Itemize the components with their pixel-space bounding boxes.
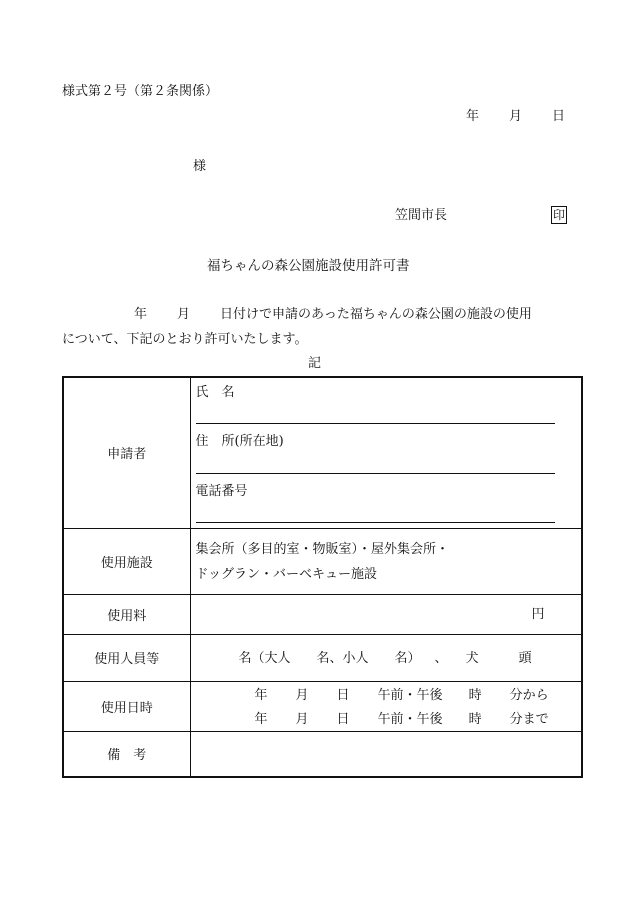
from-month: 月 xyxy=(295,687,309,703)
fee-label-cell xyxy=(63,594,190,634)
datetime-to-line xyxy=(255,713,549,726)
people-tou: 頭 xyxy=(518,650,532,666)
people-dog: 犬 xyxy=(465,650,479,666)
datetime-label-cell xyxy=(63,681,190,731)
to-hour: 時 xyxy=(468,711,482,727)
phone-underline xyxy=(196,522,555,523)
row-remarks xyxy=(63,731,582,777)
from-ampm: 午前・午後 xyxy=(377,687,443,703)
fee-label: 使用料 xyxy=(107,608,147,624)
to-suffix: 分まで xyxy=(509,711,549,727)
people-adult-mei: 名、小人 xyxy=(316,650,369,666)
people-mei: 名（大人 xyxy=(238,650,291,666)
people-label-cell xyxy=(63,634,190,681)
facility-value-cell xyxy=(190,528,582,594)
intro-year: 年 xyxy=(134,307,148,322)
people-sep: 、 xyxy=(434,650,448,666)
remarks-value-cell xyxy=(190,731,582,777)
intro-line1-rest: 日付けで申請のあった福ちゃんの森公園の施設の使用 xyxy=(220,307,532,322)
date-line xyxy=(466,110,565,123)
to-ampm: 午前・午後 xyxy=(377,711,443,727)
applicant-name-label: 氏 名 xyxy=(195,385,235,400)
row-facility xyxy=(63,528,582,594)
remarks-label: 備 考 xyxy=(107,748,147,764)
datetime-label: 使用日時 xyxy=(100,700,153,716)
from-suffix: 分から xyxy=(509,687,549,703)
recipient-suffix: 様 xyxy=(193,159,207,174)
applicant-phone-label: 電話番号 xyxy=(195,484,248,499)
from-year: 年 xyxy=(254,687,268,703)
row-people xyxy=(63,634,582,681)
applicant-value-cell xyxy=(190,377,582,528)
remarks-label-cell xyxy=(63,731,190,777)
ki-heading: 記 xyxy=(308,356,322,371)
from-day: 日 xyxy=(336,687,350,703)
facility-label-cell xyxy=(63,528,190,594)
permit-table xyxy=(62,376,583,778)
form-number: 様式第２号（第２条関係） xyxy=(62,84,219,99)
intro-line-1 xyxy=(134,308,532,321)
to-year: 年 xyxy=(254,711,268,727)
intro-line-2: について、下記のとおり許可いたします。 xyxy=(62,332,308,347)
intro-month: 月 xyxy=(177,307,191,322)
address-underline xyxy=(196,473,555,474)
date-year: 年 xyxy=(466,109,480,124)
row-fee xyxy=(63,594,582,634)
people-child-mei: 名） xyxy=(394,650,421,666)
name-underline xyxy=(196,423,555,424)
fee-value-cell xyxy=(190,594,582,634)
datetime-from-line xyxy=(255,689,549,702)
date-day: 日 xyxy=(552,109,566,124)
applicant-address-label: 住 所(所在地) xyxy=(195,434,284,449)
people-line xyxy=(239,652,532,665)
facility-line-1: 集会所（多目的室・物販室）・屋外集会所・ xyxy=(195,541,450,557)
datetime-value-cell xyxy=(190,681,582,731)
facility-line-2: ドッグラン・バーベキュー施設 xyxy=(195,566,377,582)
issuer: 笠間市長 xyxy=(395,208,448,223)
row-datetime xyxy=(63,681,582,731)
applicant-label-cell xyxy=(63,377,190,528)
seal-icon: 印 xyxy=(552,208,565,222)
to-day: 日 xyxy=(336,711,350,727)
seal-mark xyxy=(551,206,567,224)
people-value-cell xyxy=(190,634,582,681)
facility-label: 使用施設 xyxy=(100,555,153,571)
row-applicant xyxy=(63,377,582,528)
to-month: 月 xyxy=(295,711,309,727)
document-title: 福ちゃんの森公園施設使用許可書 xyxy=(207,258,410,274)
date-month: 月 xyxy=(509,109,523,124)
applicant-label: 申請者 xyxy=(107,447,147,463)
fee-unit: 円 xyxy=(531,606,545,622)
people-label: 使用人員等 xyxy=(94,652,160,667)
from-hour: 時 xyxy=(468,687,482,703)
